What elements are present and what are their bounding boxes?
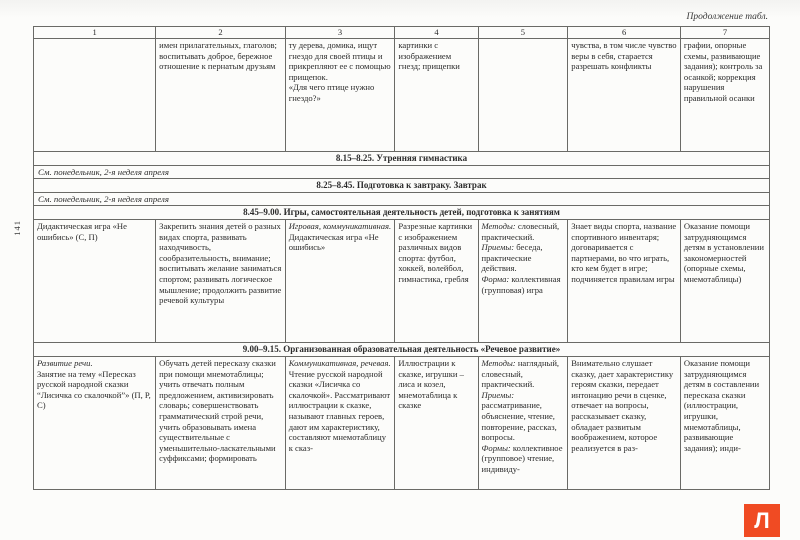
- section-row-games: [34, 206, 770, 220]
- cell-birds-c1: [34, 39, 156, 152]
- cell-games-c3: Игровая, коммуникативная. Дидактическая игра «Не ошибись»: [285, 220, 395, 343]
- cell-birds-c3: ту дерева, домика, ищут гнездо для своей птицы и прикрепляют ее с помощью прищепок. «Для чего птице нужно гнездо?»: [285, 39, 395, 152]
- col-number-1: 1: [34, 27, 156, 39]
- section-row-gym: [34, 152, 770, 166]
- cell-birds-c5: [478, 39, 568, 152]
- lesson-plan-table: [33, 26, 770, 490]
- col-number-3: 3: [285, 27, 395, 39]
- row-speech: [34, 357, 770, 490]
- note-breakfast: См. понедельник, 2-я неделя апреля: [34, 193, 770, 206]
- cell-birds-c6: чувства, в том числе чувство веры в себя, старается разрешать конфликты: [568, 39, 681, 152]
- cell-games-c6: Знает виды спорта, название спортивного инвентаря; договаривается с партнерами, во что играть, кто кем будет в игре; подчиняется правилам игры: [568, 220, 681, 343]
- cell-birds-c7: графии, опорные схемы, развивающие задания); контроль за осанкой; коррекция нарушения правильной осанки: [680, 39, 769, 152]
- cell-games-c2: Закрепить знания детей о разных видах спорта, развивать находчивость, сообразительность, внимание; воспитывать желание заниматься спортом; развивать логическое мышление; продолжить развитие речевой культуры: [156, 220, 286, 343]
- cell-games-c5: Методы: словесный, практический. Приемы: беседа, практические действия. Форма: коллективная (групповая) игра: [478, 220, 568, 343]
- labirint-logo-letter: Л: [754, 507, 770, 533]
- cell-speech-c5: Методы: наглядный, словесный, практический. Приемы: рассматривание, объяснение, чтение, повторение, рассказ, вопросы. Формы: коллективное (групповое) чтение, индивиду-: [478, 357, 568, 490]
- col-number-6: 6: [568, 27, 681, 39]
- section-row-speech: [34, 343, 770, 357]
- col-number-2: 2: [156, 27, 286, 39]
- column-number-row: [34, 27, 770, 39]
- col-number-5: 5: [478, 27, 568, 39]
- cell-games-c4: Разрезные картинки с изображением различных видов спорта: футбол, хоккей, волейбол, гимнастика, гребля: [395, 220, 478, 343]
- note-row-breakfast: [34, 193, 770, 206]
- cell-speech-c1: Развитие речи. Занятие на тему «Пересказ русской народной сказки “Лисичка со скалочкой”» (П, Р, С): [34, 357, 156, 490]
- section-title-speech: 9.00–9.15. Организованная образовательная деятельность «Речевое развитие»: [34, 343, 770, 357]
- labirint-logo: [744, 504, 780, 537]
- note-gym: См. понедельник, 2-я неделя апреля: [34, 166, 770, 179]
- section-title-games: 8.45–9.00. Игры, самостоятельная деятельность детей, подготовка к занятиям: [34, 206, 770, 220]
- page-number: 141: [12, 220, 22, 236]
- cell-birds-c4: картинки с изображением гнезд; прищепки: [395, 39, 478, 152]
- col-number-4: 4: [395, 27, 478, 39]
- cell-speech-c6: Внимательно слушает сказку, дает характеристику героям сказки, передает интонацию речи в сценке, отвечает на вопросы, рассказывает сказку, обладает развитым воображением, которое реализуется в раз-: [568, 357, 681, 490]
- cell-speech-c2: Обучать детей пересказу сказки при помощи мнемотаблицы; учить отвечать полным предложением, активизировать словарь; совершенствовать грамматический строй речи, учить образовывать имена существительные с уменьшительно-ласкательными суффиксами; формировать: [156, 357, 286, 490]
- section-row-breakfast: [34, 179, 770, 193]
- cell-speech-c3: Коммуникативная, речевая. Чтение русской народной сказки «Лисичка со скалочкой». Рассматривают иллюстрации к сказке, называют главных героев, дают им характеристику, составляют мнемотаблицу к сказ-: [285, 357, 395, 490]
- col-number-7: 7: [680, 27, 769, 39]
- cell-birds-c2: имен прилагательных, глаголов; воспитывать доброе, бережное отношение к пернатым друзьям: [156, 39, 286, 152]
- cell-games-c7: Оказание помощи затрудняющимся детям в установлении закономерностей (опорные схемы, мнемотаблицы): [680, 220, 769, 343]
- row-games: [34, 220, 770, 343]
- section-title-gym: 8.15–8.25. Утренняя гимнастика: [34, 152, 770, 166]
- cell-speech-c7: Оказание помощи затрудняющимся детям в составлении пересказа сказки (иллюстрации, игрушки, мнемотаблицы, развивающие задания); инди-: [680, 357, 769, 490]
- note-row-gym: [34, 166, 770, 179]
- cell-speech-c4: Иллюстрации к сказке, игрушки – лиса и козел, мнемотаблица к сказке: [395, 357, 478, 490]
- section-title-breakfast: 8.25–8.45. Подготовка к завтраку. Завтрак: [34, 179, 770, 193]
- table-continuation-note: Продолжение табл.: [686, 12, 768, 22]
- row-birds-continuation: [34, 39, 770, 152]
- cell-games-c1: Дидактическая игра «Не ошибись» (С, П): [34, 220, 156, 343]
